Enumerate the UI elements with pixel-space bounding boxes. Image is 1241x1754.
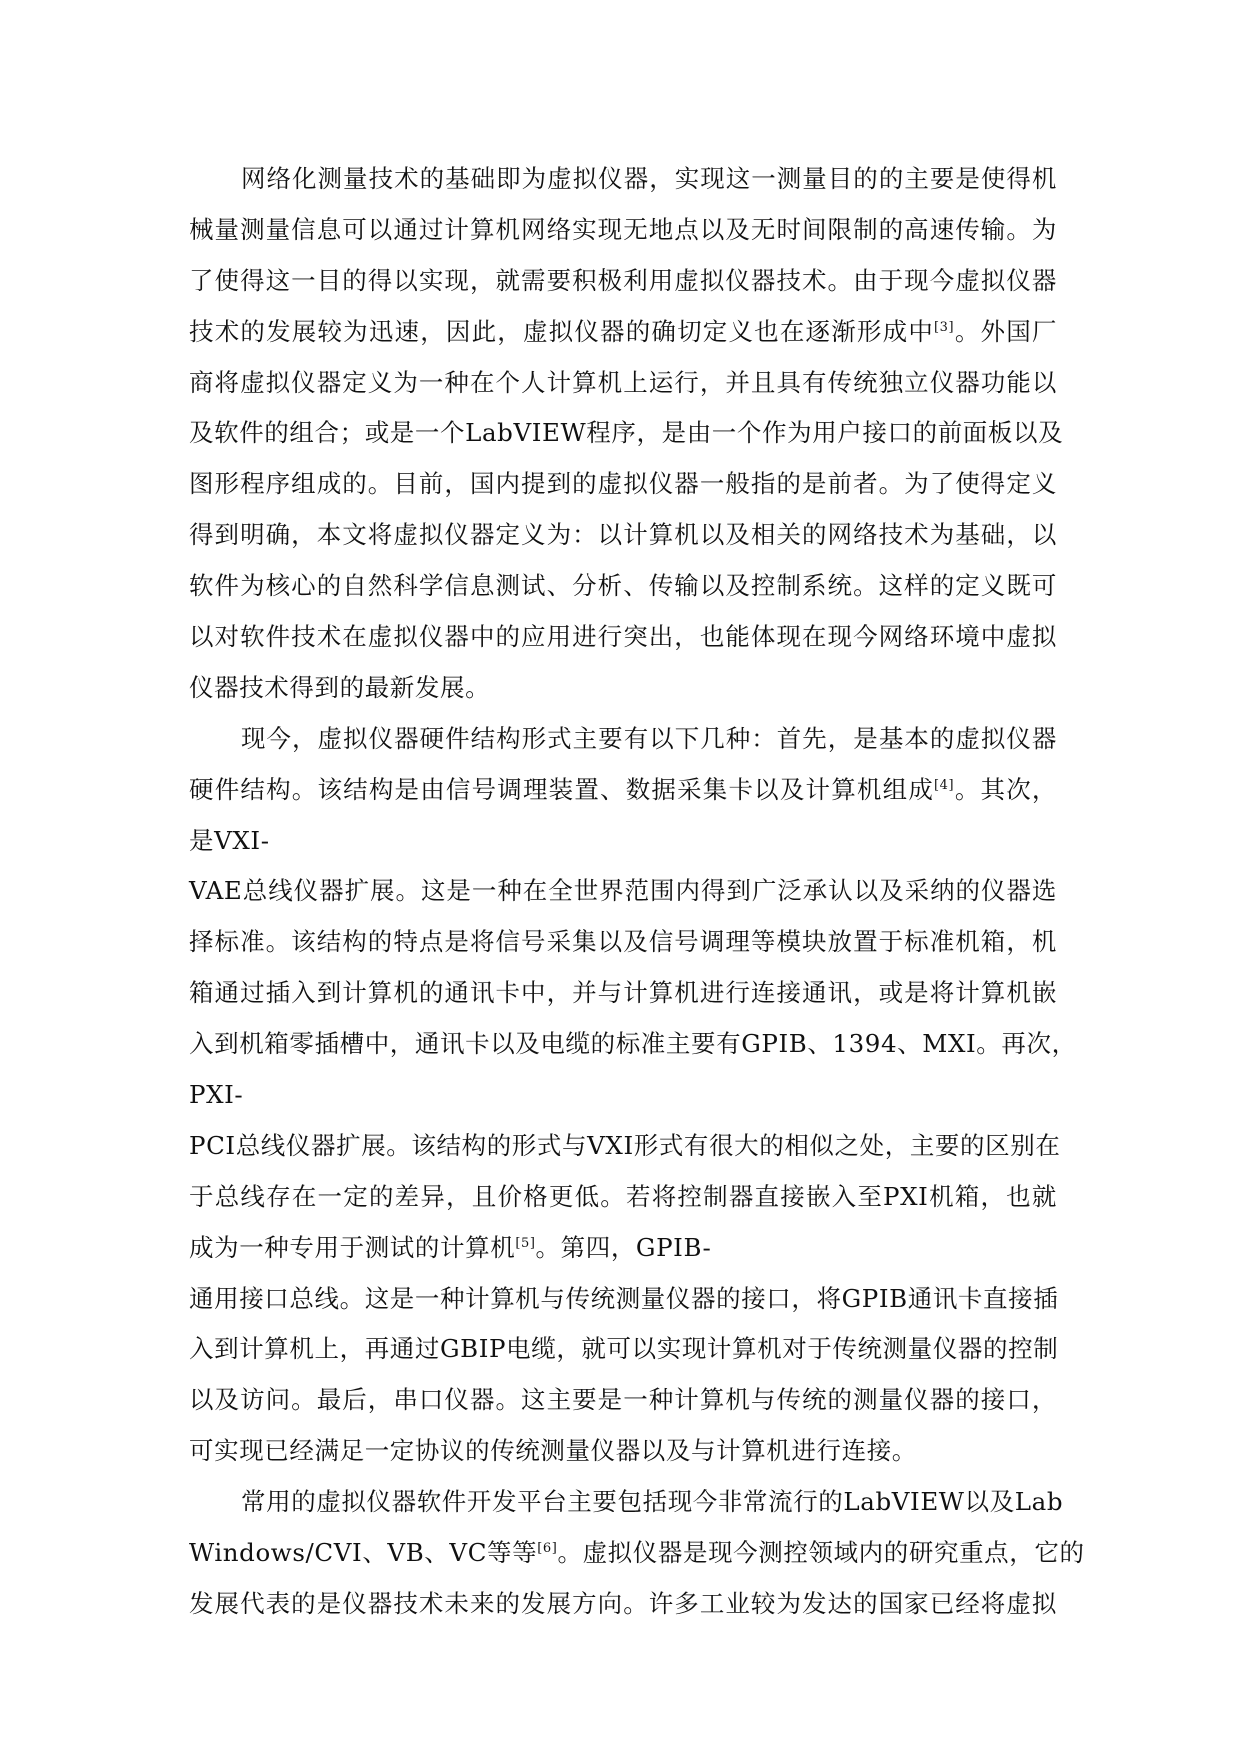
text-line: 是VXI-: [189, 825, 270, 855]
text-line: [189, 1223, 1057, 1274]
text-line: 常用的虚拟仪器软件开发平台主要包括现今非常流行的LabVIEW以及Lab: [241, 1487, 1064, 1517]
text-line: 仪器技术得到的最新发展。: [189, 672, 491, 702]
text-segment: Windows/CVI、VB、VC等等: [189, 1538, 538, 1568]
text-line: 软件为核心的自然科学信息测试、分析、传输以及控制系统。这样的定义既可: [189, 571, 1057, 601]
text-line: 了使得这一目的得以实现，就需要积极利用虚拟仪器技术。由于现今虚拟仪器: [189, 265, 1057, 295]
text-segment: 成为一种专用于测试的计算机: [189, 1232, 516, 1262]
text-line: PXI-: [189, 1080, 244, 1110]
text-line: 械量测量信息可以通过计算机网络实现无地点以及无时间限制的高速传输。为: [189, 214, 1057, 244]
text-line: 以对软件技术在虚拟仪器中的应用进行突出，也能体现在现今网络环境中虚拟: [189, 622, 1057, 652]
text-line: 网络化测量技术的基础即为虚拟仪器，实现这一测量目的的主要是使得机: [241, 164, 1057, 193]
citation-3: [3]: [934, 319, 955, 335]
citation-5: [5]: [515, 1235, 536, 1251]
text-line: [189, 1528, 1085, 1579]
paragraph-2: [189, 714, 1077, 1477]
text-line: VAE总线仪器扩展。这是一种在全世界范围内得到广泛承认以及采纳的仪器选: [189, 876, 1057, 906]
paragraph-1: [189, 154, 1064, 714]
text-line: 入到计算机上，再通过GBIP电缆，就可以实现计算机对于传统测量仪器的控制: [189, 1334, 1059, 1364]
text-line: 得到明确，本文将虚拟仪器定义为：以计算机以及相关的网络技术为基础，以: [189, 520, 1057, 550]
text-line: 可实现已经满足一定协议的传统测量仪器以及与计算机进行连接。: [189, 1436, 917, 1466]
text-line: 现今，虚拟仪器硬件结构形式主要有以下几种：首先，是基本的虚拟仪器: [241, 723, 1057, 753]
text-line: 箱通过插入到计算机的通讯卡中，并与计算机进行连接通讯，或是将计算机嵌: [189, 978, 1057, 1008]
citation-6: [6]: [537, 1541, 558, 1557]
text-segment: 。其次，: [954, 774, 1057, 804]
paragraph-3: [189, 1477, 1085, 1630]
text-line: 及软件的组合；或是一个LabVIEW程序，是由一个作为用户接口的前面板以及: [189, 418, 1064, 448]
text-line: 于总线存在一定的差异，且价格更低。若将控制器直接嵌入至PXI机箱，也就: [189, 1181, 1057, 1211]
text-line: [189, 307, 1057, 358]
text-segment: 。第四，GPIB-: [535, 1232, 712, 1262]
text-line: 入到机箱零插槽中，通讯卡以及电缆的标准主要有GPIB、1394、MXI。再次，: [189, 1029, 1077, 1059]
text-line: PCI总线仪器扩展。该结构的形式与VXI形式有很大的相似之处，主要的区别在: [189, 1130, 1061, 1160]
text-line: 发展代表的是仪器技术未来的发展方向。许多工业较为发达的国家已经将虚拟: [189, 1588, 1057, 1618]
text-line: 通用接口总线。这是一种计算机与传统测量仪器的接口，将GPIB通讯卡直接插: [189, 1283, 1059, 1313]
text-segment: 硬件结构。该结构是由信号调理装置、数据采集卡以及计算机组成: [189, 774, 935, 804]
text-segment: 技术的发展较为迅速，因此，虚拟仪器的确切定义也在逐渐形成中: [189, 316, 935, 346]
text-segment: 。虚拟仪器是现今测控领域内的研究重点，它的: [557, 1538, 1085, 1568]
text-line: 商将虚拟仪器定义为一种在个人计算机上运行，并且具有传统独立仪器功能以: [189, 367, 1057, 397]
text-line: 以及访问。最后，串口仪器。这主要是一种计算机与传统的测量仪器的接口，: [189, 1385, 1057, 1415]
text-line: [189, 765, 1057, 816]
text-line: 择标准。该结构的特点是将信号采集以及信号调理等模块放置于标准机箱，机: [189, 927, 1057, 957]
text-line: 图形程序组成的。目前，国内提到的虚拟仪器一般指的是前者。为了使得定义: [189, 469, 1057, 499]
document-body: [189, 154, 1085, 1630]
text-segment: 。外国厂: [954, 316, 1057, 346]
citation-4: [4]: [934, 777, 955, 793]
